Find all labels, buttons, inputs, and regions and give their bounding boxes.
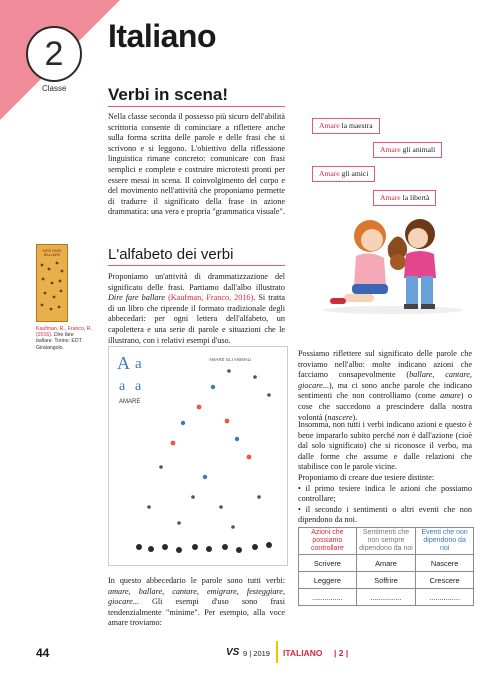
capital-letter-a: A [117,353,130,373]
illustration-word: AMARE [119,399,141,405]
phrase-box-1 [312,118,380,134]
children-hug-illustration [318,206,468,316]
footer-section-number: | 2 | [334,648,349,658]
book-cover-title: DIRE FARE BALLARE [42,249,62,257]
illustration-figures [109,347,287,565]
table-header-eventi: Eventi che non dipendono da noi [416,528,474,555]
magazine-logo: VS [226,647,240,658]
section-heading-alfabeto: L'alfabeto dei verbi [108,246,234,263]
book-cover-pattern [37,257,67,317]
table-row [299,555,474,572]
heading-rule [108,106,285,107]
table-cell: Soffrire [356,572,416,589]
table-cell: Crescere [416,572,474,589]
book-caption: Kaufman, R., Franco, R. (2016). Dire fare ballare. Torino: EDT Giralangolo. [36,326,92,351]
table-cell: ............... [299,589,357,606]
table-header-row [299,528,474,555]
phrase-verb: Amare [380,193,401,202]
script-letter-a-2: a [135,379,142,394]
issue-label: 9 | 2019 [243,649,270,658]
phrase-rest: la maestra [341,121,373,130]
table-row [299,572,474,589]
page-number: 44 [36,646,50,660]
phrase-rest: gli amici [341,169,369,178]
classe-label: Classe [42,84,67,93]
amare-book-page-illustration [108,346,288,566]
footer-section-label: ITALIANO [283,648,323,658]
tesiere-intro: Proponiamo di creare due tesiere distinte: [298,473,435,482]
intro-paragraph: Nella classe seconda il possesso più sicuro dell'abilità scrittoria consente di cominciare a riflettere anche sulla forma scritta delle parole e delle frasi che si scrivono e si leggono. L'obiettivo della riflessione linguistica rimane concreto: comunicare con frasi semplici e complete e costruire microtesti pronti per essere messi in scena. Il coinvolgimento del corpo e del movimento nell'attività che proponiamo permette di tradurre il significato della frase in azione drammatica: una vera e propria "grammatica visuale". [108,112,285,217]
reflection-paragraph-1: Possiamo riflettere sul significato delle parole che troviamo nell'albo: molte indicano azioni che facciamo consapevolmente (ballare, cantare, giocare...), ma ci sono anche parole che indicano sentimenti che non controlliamo (come amare) o cose che succedono a prescindere dalla nostra volontà (nascere). [298,349,473,422]
table-cell: Leggere [299,572,357,589]
book-cover-image [36,244,68,322]
illustration-right-title: AMARE GLI ANIMALI [209,357,252,362]
phrase-verb: Amare [380,145,401,154]
table-cell: Nascere [416,555,474,572]
phrase-verb: Amare [319,169,340,178]
page-title: Italiano [108,18,217,54]
table-header-azioni: Azioni che possiamo controllare [299,528,357,555]
table-cell: Scrivere [299,555,357,572]
class-number-badge: 2 [26,26,82,82]
tesiere-bullet-2: • il secondo i sentimenti o altri eventi che non dipendono da noi. [298,504,472,525]
heading-rule-2 [108,265,285,266]
table-cell: ............... [416,589,474,606]
verbs-classification-table [298,527,474,606]
phrase-rest: la libertà [402,193,430,202]
script-letter-a: a [119,379,126,394]
phrase-box-4 [373,190,436,206]
alfabeto-paragraph: Proponiamo un'attività di drammatizzazione del significato delle frasi. Partiamo dall'albo illustrato Dire fare ballare (Kaufman, Franco, 2016). Si tratta di un libro che riprende il formato tradizionale degli abbecedari: per ogni lettera dell'alfabeto, un capolettera e una serie di parole e situazioni che le illustrano, con i relativi esempi d'uso. [108,272,286,345]
phrase-rest: gli animali [402,145,436,154]
tesiere-paragraph [298,473,472,526]
reflection-paragraph-2: Insomma, non tutti i verbi indicano azioni e questo è bene impararlo subito perché non è dall'azione (cioè dal solo significato) che si riconosce il verbo, ma dalle forme che assume e dalle relazioni che stabilisce con le parole vicine. [298,420,472,472]
section-heading-verbi-in-scena: Verbi in scena! [108,85,228,104]
phrase-box-2 [373,142,442,158]
abbecedario-paragraph: In questo abbecedario le parole sono tutti verbi: amare, ballare, cantare, emigrare, festeggiare, giocare... Gli esempi d'uso sono frasi tendenzialmente "minime". Per esempio, alla voce amare troviamo: [108,576,285,628]
table-row [299,589,474,606]
phrase-box-3 [312,166,375,182]
table-cell: ............... [356,589,416,606]
table-header-sentimenti: Sentimenti che non sempre dipendono da noi [356,528,416,555]
footer-divider [276,641,278,663]
table-cell: Amare [356,555,416,572]
phrase-verb: Amare [319,121,340,130]
tesiere-bullet-1: • il primo tesiere indica le azioni che possiamo controllare; [298,483,472,504]
lowercase-letter-a: a [135,356,142,372]
